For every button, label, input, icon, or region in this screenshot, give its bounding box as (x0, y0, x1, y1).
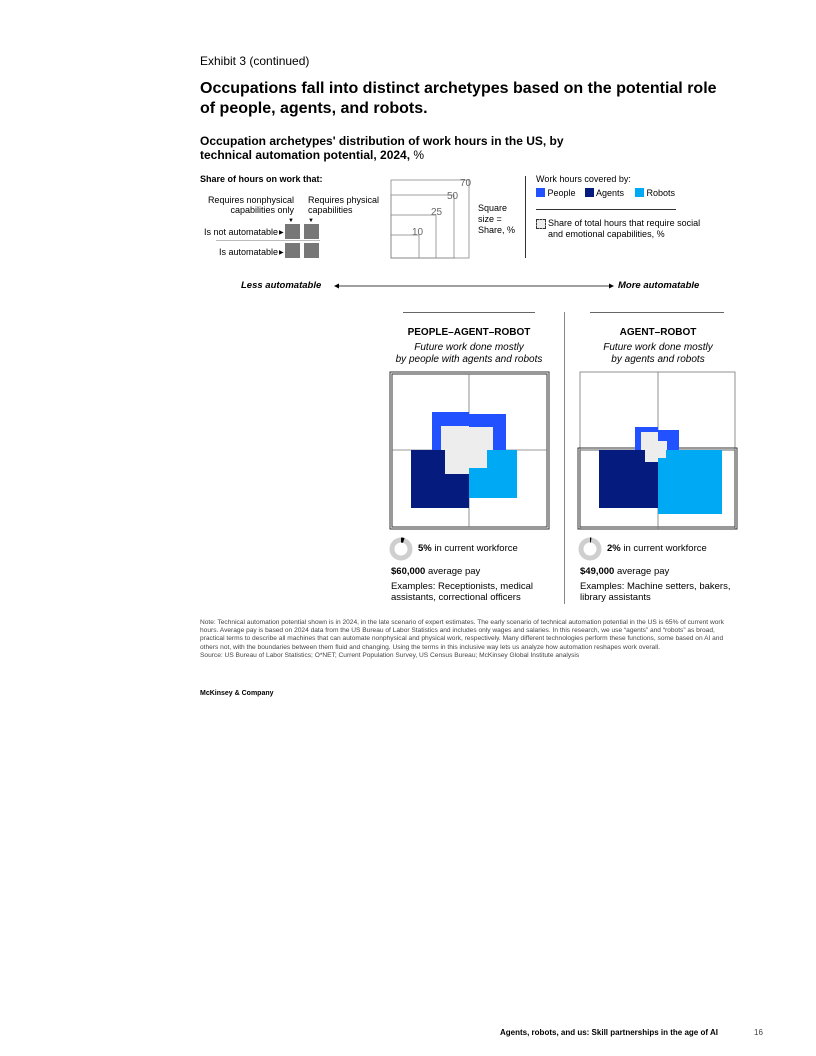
archetype-subtitle: Future work done mostly by agents and robots (603, 342, 713, 365)
legend-square (285, 243, 300, 258)
automation-axis (334, 280, 614, 292)
footer-title: Agents, robots, and us: Skill partnerships in the age of AI (500, 1028, 718, 1037)
workforce-donut (389, 537, 413, 561)
archetype-chart-agent-robot (577, 371, 739, 531)
legend-row-not-automatable: Is not automatable (203, 227, 278, 237)
legend-separator (525, 176, 526, 258)
exhibit-label: Exhibit 3 (continued) (200, 54, 310, 68)
social-block (445, 450, 469, 474)
archetype-title: PEOPLE–AGENT–ROBOT (407, 327, 531, 338)
robots-block (658, 450, 722, 514)
legend-divider (216, 240, 320, 241)
social-note: Share of total hours that require social and emotional capabilities, % (548, 218, 701, 239)
headline: Occupations fall into distinct archetypes based on the potential role of people, agents, and robots. (200, 80, 717, 117)
work-hours-title: Work hours covered by: (536, 174, 631, 184)
robots-swatch (635, 188, 644, 197)
robots-label: Robots (646, 188, 676, 198)
social-block (645, 450, 658, 462)
archetype-subtitle: Future work done mostly by people with agents and robots (395, 342, 543, 365)
axis-less-label: Less automatable (241, 280, 322, 291)
archetype-title: AGENT–ROBOT (619, 327, 697, 338)
workforce-share: 2% in current workforce (607, 543, 707, 554)
social-block (441, 426, 469, 450)
legend-col-nonphysical: Requires nonphysical capabilities only (207, 195, 294, 215)
legend-people (536, 188, 576, 198)
archetype-divider (590, 312, 724, 313)
social-block (658, 450, 666, 458)
workforce-donut (578, 537, 602, 561)
subtitle-unit: % (410, 148, 425, 162)
people-swatch (536, 188, 545, 197)
legend-square (285, 224, 300, 239)
average-pay: $60,000 average pay (391, 566, 481, 577)
square-size-label: Square size = Share, % (478, 203, 516, 235)
page-number: 16 (754, 1028, 763, 1037)
square-size-10: 10 (412, 227, 424, 238)
legend-robots (635, 188, 675, 198)
notes (200, 619, 740, 660)
right-arrow-icon: ▶ (279, 230, 284, 236)
brand: McKinsey & Company (200, 690, 274, 697)
social-block (469, 427, 493, 450)
archetype-chart-people-agent-robot (389, 371, 551, 531)
legend-share-title: Share of hours on work that: (200, 174, 323, 184)
square-size-70: 70 (460, 178, 472, 189)
agents-swatch (585, 188, 594, 197)
social-block (469, 450, 487, 468)
examples: Examples: Machine setters, bakers, library assistants (580, 581, 731, 603)
legend-col-physical: Requires physical capabilities (308, 195, 380, 215)
legend-square (304, 243, 319, 258)
people-label: People (547, 188, 576, 198)
social-block (658, 441, 667, 450)
legend-row-automatable: Is automatable (218, 247, 278, 257)
down-arrow-icon: ▼ (308, 218, 314, 224)
subtitle-bold: Occupation archetypes' distribution of work hours in the US, by technical automation potential, 2024, (200, 134, 564, 162)
note-text: Note: Technical automation potential shown is in 2024, in the late scenario of expert estimates. The early scenario of technical automation potential in the US is 65% of current work hours. Average pay is based on 2024 data from the US Bureau of Labor Statistics and includes only wages and salaries. In this research, we use “agents” and “robots” as broad, practical terms to describe all machines that can automate nonphysical and physical work, respectively. Many different technologies perform these functions, some based on AI and others not, with the boundaries between them fluid and changing. Using the terms in this inclusive way lets us analyze how automation reshapes work overall. (200, 619, 724, 651)
archetype-divider (564, 312, 565, 604)
social-swatch (536, 219, 546, 229)
chart-subtitle (200, 134, 600, 162)
examples: Examples: Receptionists, medical assistants, correctional officers (391, 581, 534, 603)
axis-more-label: More automatable (618, 280, 700, 291)
square-size-50: 50 (447, 191, 459, 202)
source-text: Source: US Bureau of Labor Statistics; O*NET; Current Population Survey, US Census Bureau; McKinsey Global Institute analysis (200, 651, 580, 659)
agents-label: Agents (596, 188, 625, 198)
square-size-25: 25 (431, 207, 443, 218)
social-block (641, 432, 658, 450)
legend-agents (585, 188, 624, 198)
legend-square (304, 224, 319, 239)
archetype-divider (403, 312, 535, 313)
average-pay: $49,000 average pay (580, 566, 670, 577)
workforce-share: 5% in current workforce (418, 543, 518, 554)
legend-rule (536, 209, 676, 210)
right-arrow-icon: ▶ (279, 250, 284, 256)
down-arrow-icon: ▼ (288, 218, 294, 224)
